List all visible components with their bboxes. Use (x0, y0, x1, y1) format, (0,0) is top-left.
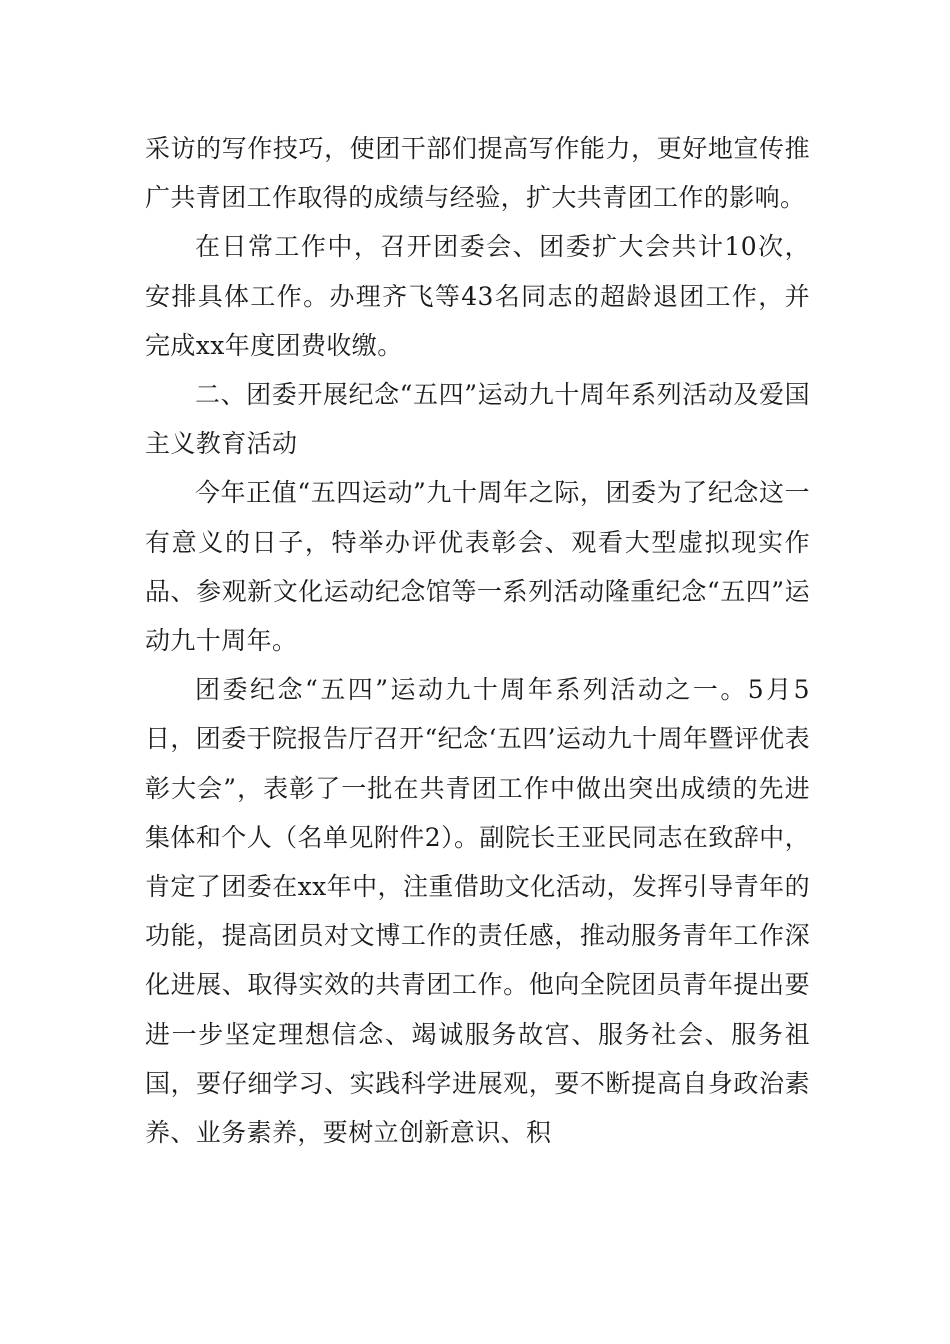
paragraph-3: 今年正值“五四运动”九十周年之际，团委为了纪念这一有意义的日子，特举办评优表彰会、观看大型虚拟现实作品、参观新文化运动纪念馆等一系列活动隆重纪念“五四”运动九十周年。 (145, 478, 810, 656)
paragraph-2: 在日常工作中，召开团委会、团委扩大会共计10次，安排具体工作。办理齐飞等43名同志的超龄退团工作，并完成xx年度团费收缴。 (145, 232, 810, 360)
section-heading: 二、团委开展纪念“五四”运动九十周年系列活动及爱国主义教育活动 (145, 380, 810, 459)
paragraph-1: 采访的写作技巧，使团干部们提高写作能力，更好地宣传推广共青团工作取得的成绩与经验，扩大共青团工作的影响。 (145, 134, 810, 213)
document-body (145, 124, 810, 1157)
paragraph-4: 团委纪念“五四”运动九十周年系列活动之一。5月5日，团委于院报告厅召开“纪念‘五四’运动九十周年暨评优表彰大会”，表彰了一批在共青团工作中做出突出成绩的先进集体和个人（名单见附件2）。副院长王亚民同志在致辞中，肯定了团委在xx年中，注重借助文化活动，发挥引导青年的功能，提高团员对文博工作的责任感，推动服务青年工作深化进展、取得实效的共青团工作。他向全院团员青年提出要进一步坚定理想信念、竭诚服务故宫、服务社会、服务祖国，要仔细学习、实践科学进展观，要不断提高自身政治素养、业务素养，要树立创新意识、积 (145, 675, 810, 1148)
